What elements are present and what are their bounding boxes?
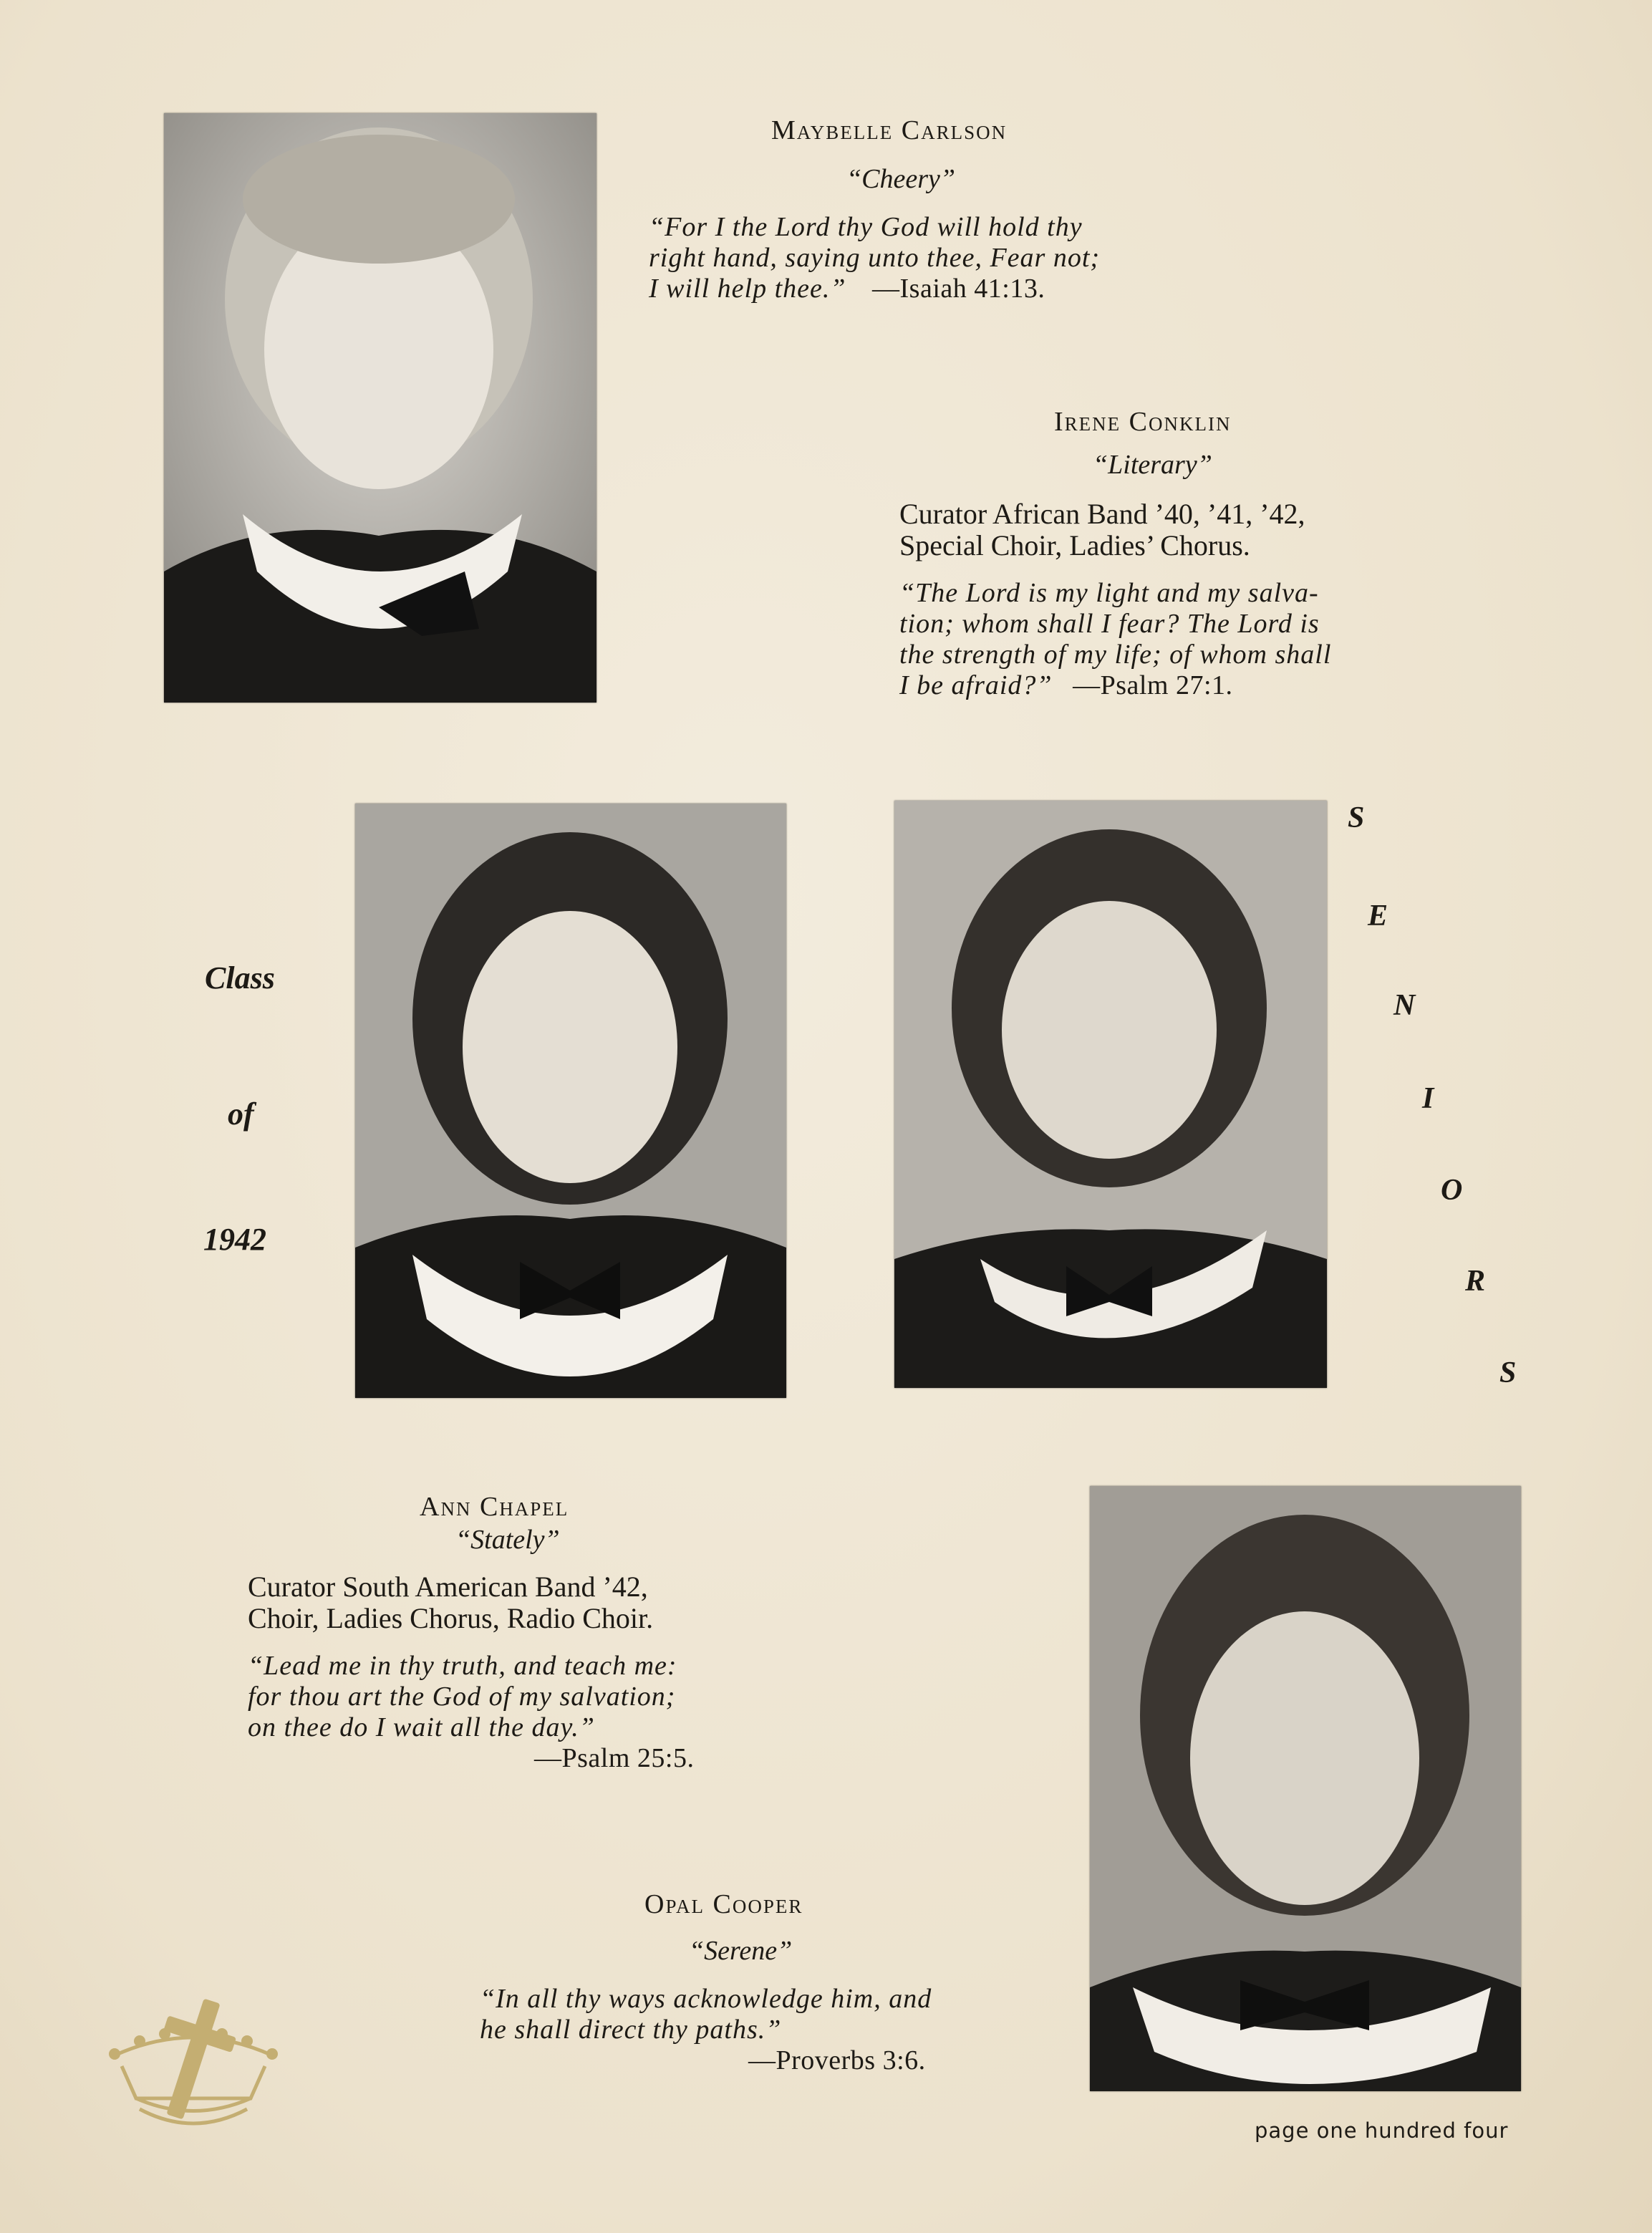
senior-activities — [248, 1571, 653, 1634]
quote-line: the strength of my life; of whom shall — [899, 640, 1332, 670]
activity-line: Choir, Ladies Chorus, Radio Choir. — [248, 1602, 654, 1634]
seniors-letter: S — [1348, 801, 1365, 834]
activity-line: Curator South American Band ’42, — [248, 1571, 648, 1603]
quote-line: I be afraid?” — [899, 670, 1053, 700]
senior-name: Ann Chapel — [420, 1492, 569, 1522]
senior-quote — [248, 1651, 694, 1774]
quote-line: on thee do I wait all the day.” — [248, 1712, 595, 1742]
photo-opal-cooper — [1090, 1486, 1521, 2091]
quote-line: for thou art the God of my salvation; — [248, 1682, 676, 1712]
crown-cross-icon — [100, 1991, 286, 2141]
class-label: of — [228, 1096, 254, 1132]
quote-line: right hand, saying unto thee, Fear not; — [649, 243, 1101, 273]
scripture-reference: —Psalm 25:5. — [534, 1743, 695, 1773]
seniors-letter: S — [1499, 1356, 1517, 1389]
quote-line: he shall direct thy paths.” — [480, 2015, 782, 2045]
quote-line: tion; whom shall I fear? The Lord is — [899, 609, 1320, 639]
senior-quote — [899, 578, 1331, 701]
class-year: 1942 — [203, 1222, 266, 1257]
senior-quote — [480, 1984, 932, 2076]
senior-name: Maybelle Carlson — [771, 115, 1008, 145]
senior-activities — [899, 498, 1305, 561]
photo-irene-conklin — [355, 804, 786, 1398]
quote-line: “Lead me in thy truth, and teach me: — [248, 1651, 677, 1681]
activity-line: Special Choir, Ladies’ Chorus. — [899, 529, 1250, 561]
seniors-letter: N — [1393, 989, 1416, 1022]
quote-line: “In all thy ways acknowledge him, and — [480, 1984, 932, 2014]
seniors-letter: E — [1368, 900, 1388, 932]
scripture-reference: —Proverbs 3:6. — [748, 2045, 926, 2075]
seniors-letter: O — [1441, 1174, 1463, 1207]
quote-line: “The Lord is my light and my salva- — [899, 578, 1319, 608]
quote-line: “For I the Lord thy God will hold thy — [649, 212, 1083, 242]
seniors-letter: R — [1465, 1265, 1486, 1298]
senior-nickname: “Literary” — [1093, 450, 1212, 480]
photo-ann-chapel — [894, 801, 1327, 1388]
quote-line: I will help thee.” — [649, 274, 846, 304]
senior-nickname: “Serene” — [689, 1936, 793, 1966]
activity-line: Curator African Band ’40, ’41, ’42, — [899, 498, 1305, 530]
senior-name: Opal Cooper — [644, 1889, 803, 1919]
senior-nickname: “Cheery” — [846, 164, 955, 194]
senior-quote — [649, 212, 1100, 304]
seniors-letter: I — [1422, 1082, 1434, 1115]
class-label: Class — [205, 960, 275, 995]
senior-nickname: “Stately” — [455, 1525, 560, 1555]
scripture-reference: —Psalm 27:1. — [1073, 670, 1233, 700]
photo-maybelle-carlson — [164, 113, 596, 703]
scripture-reference: —Isaiah 41:13. — [872, 274, 1045, 304]
senior-name: Irene Conklin — [1054, 407, 1232, 437]
page-number: page one hundred four — [1255, 2118, 1509, 2143]
